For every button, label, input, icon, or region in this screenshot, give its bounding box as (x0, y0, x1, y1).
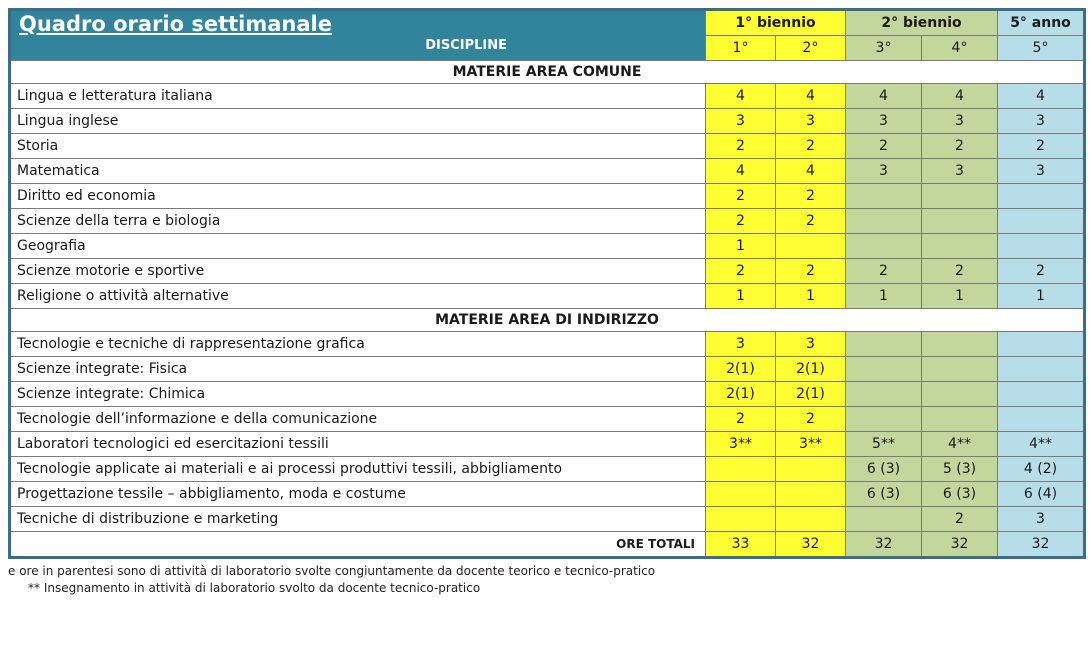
hours-cell (922, 234, 998, 259)
hours-cell (846, 407, 922, 432)
hours-cell (922, 184, 998, 209)
section-title: MATERIE AREA DI INDIRIZZO (10, 309, 1085, 332)
subject-cell: Scienze integrate: Chimica (10, 382, 706, 407)
total-hours-cell: 32 (776, 532, 846, 558)
hours-cell: 3 (998, 109, 1085, 134)
hours-cell: 4 (998, 84, 1085, 109)
year-header-3: 3° (846, 36, 922, 61)
hours-cell: 2 (998, 259, 1085, 284)
subject-cell: Tecnologie e tecniche di rappresentazione grafica (10, 332, 706, 357)
hours-cell: 4 (706, 84, 776, 109)
hours-cell (776, 482, 846, 507)
hours-cell: 5 (3) (922, 457, 998, 482)
hours-cell: 3 (922, 109, 998, 134)
hours-cell: 2 (776, 184, 846, 209)
hours-cell: 1 (706, 234, 776, 259)
subject-cell: Lingua inglese (10, 109, 706, 134)
hours-cell: 3** (776, 432, 846, 457)
subject-cell: Scienze integrate: Fisica (10, 357, 706, 382)
table-row (10, 357, 1085, 382)
hours-cell: 2 (706, 184, 776, 209)
total-hours-cell: 32 (846, 532, 922, 558)
hours-cell (776, 457, 846, 482)
hours-cell: 3 (706, 332, 776, 357)
hours-cell (922, 357, 998, 382)
subject-cell: Religione o attività alternative (10, 284, 706, 309)
table-row (10, 332, 1085, 357)
year-header-2: 2° (776, 36, 846, 61)
subject-cell: Diritto ed economia (10, 184, 706, 209)
hours-cell (998, 407, 1085, 432)
hours-cell (922, 382, 998, 407)
hours-cell: 2 (776, 259, 846, 284)
hours-cell (776, 234, 846, 259)
hours-cell: 2 (706, 407, 776, 432)
table-row (10, 507, 1085, 532)
table-row (10, 432, 1085, 457)
total-hours-cell: 33 (706, 532, 776, 558)
section-row (10, 61, 1085, 84)
hours-cell: 4 (706, 159, 776, 184)
table-row (10, 109, 1085, 134)
hours-cell: 2 (776, 134, 846, 159)
hours-cell: 2 (922, 259, 998, 284)
subject-cell: Matematica (10, 159, 706, 184)
subject-cell: Lingua e letteratura italiana (10, 84, 706, 109)
hours-cell: 4** (998, 432, 1085, 457)
year-header-4: 4° (922, 36, 998, 61)
hours-cell: 3 (922, 159, 998, 184)
hours-cell: 2 (706, 134, 776, 159)
hours-cell: 6 (3) (846, 482, 922, 507)
hours-cell: 2 (846, 259, 922, 284)
table-row (10, 184, 1085, 209)
hours-cell (846, 357, 922, 382)
table-row (10, 284, 1085, 309)
hours-cell (776, 507, 846, 532)
table-row (10, 234, 1085, 259)
note-technical-teacher: ** Insegnamento in attività di laboratorio svolto da docente tecnico-pratico (28, 581, 481, 595)
title-cell (10, 10, 706, 61)
subject-cell: Tecniche di distribuzione e marketing (10, 507, 706, 532)
hours-cell (998, 184, 1085, 209)
hours-cell: 1 (776, 284, 846, 309)
subject-cell: Laboratori tecnologici ed esercitazioni tessili (10, 432, 706, 457)
hours-cell (998, 332, 1085, 357)
schedule-container (8, 8, 1083, 597)
hours-cell (706, 457, 776, 482)
totals-row (10, 532, 1085, 558)
hours-cell: 2 (998, 134, 1085, 159)
hours-cell: 1 (998, 284, 1085, 309)
note-lab-hours: e ore in parentesi sono di attività di laboratorio svolte congiuntamente da docente teorico e tecnico-pratico (8, 564, 656, 578)
group-header-fifth-year: 5° anno (998, 10, 1085, 36)
hours-cell: 2 (706, 209, 776, 234)
hours-cell: 2(1) (776, 382, 846, 407)
hours-cell (706, 507, 776, 532)
table-row (10, 159, 1085, 184)
table-row (10, 382, 1085, 407)
hours-cell: 4 (776, 84, 846, 109)
hours-cell (998, 209, 1085, 234)
hours-cell: 6 (3) (922, 482, 998, 507)
hours-cell (846, 209, 922, 234)
hours-cell: 3 (998, 159, 1085, 184)
totals-label: ORE TOTALI (10, 532, 706, 558)
section-row (10, 309, 1085, 332)
hours-cell: 2 (846, 134, 922, 159)
hours-cell (846, 382, 922, 407)
hours-cell (998, 357, 1085, 382)
hours-cell: 4** (922, 432, 998, 457)
hours-cell: 4 (776, 159, 846, 184)
table-row (10, 259, 1085, 284)
hours-cell: 4 (922, 84, 998, 109)
hours-cell (846, 184, 922, 209)
hours-cell: 2(1) (776, 357, 846, 382)
schedule-table (8, 8, 1086, 559)
hours-cell (922, 209, 998, 234)
hours-cell: 5** (846, 432, 922, 457)
subject-cell: Tecnologie applicate ai materiali e ai processi produttivi tessili, abbigliamento (10, 457, 706, 482)
hours-cell: 3 (776, 109, 846, 134)
hours-cell: 2 (706, 259, 776, 284)
hours-cell (706, 482, 776, 507)
section-title: MATERIE AREA COMUNE (10, 61, 1085, 84)
hours-cell: 1 (922, 284, 998, 309)
hours-cell: 3 (846, 159, 922, 184)
hours-cell: 2 (776, 407, 846, 432)
total-hours-cell: 32 (922, 532, 998, 558)
hours-cell: 2 (776, 209, 846, 234)
hours-cell: 3 (706, 109, 776, 134)
hours-cell: 2 (922, 134, 998, 159)
hours-cell: 3** (706, 432, 776, 457)
subject-cell: Tecnologie dell’informazione e della comunicazione (10, 407, 706, 432)
subject-cell: Geografia (10, 234, 706, 259)
hours-cell: 2 (922, 507, 998, 532)
hours-cell (846, 234, 922, 259)
hours-cell: 3 (846, 109, 922, 134)
table-row (10, 134, 1085, 159)
table-row (10, 482, 1085, 507)
hours-cell: 3 (776, 332, 846, 357)
group-header-second-biennium: 2° biennio (846, 10, 998, 36)
hours-cell: 1 (706, 284, 776, 309)
subject-cell: Storia (10, 134, 706, 159)
subject-cell: Scienze della terra e biologia (10, 209, 706, 234)
hours-cell: 6 (4) (998, 482, 1085, 507)
year-header-5: 5° (998, 36, 1085, 61)
hours-cell: 4 (2) (998, 457, 1085, 482)
total-hours-cell: 32 (998, 532, 1085, 558)
hours-cell: 2(1) (706, 357, 776, 382)
group-header-first-biennium: 1° biennio (706, 10, 846, 36)
hours-cell: 4 (846, 84, 922, 109)
page-title: Quadro orario settimanale (19, 12, 332, 36)
hours-cell (998, 382, 1085, 407)
hours-cell (922, 407, 998, 432)
year-header-1: 1° (706, 36, 776, 61)
subject-cell: Progettazione tessile – abbigliamento, moda e costume (10, 482, 706, 507)
hours-cell (846, 332, 922, 357)
hours-cell (998, 234, 1085, 259)
hours-cell: 3 (998, 507, 1085, 532)
hours-cell: 1 (846, 284, 922, 309)
table-row (10, 457, 1085, 482)
hours-cell (922, 332, 998, 357)
table-row (10, 84, 1085, 109)
hours-cell (846, 507, 922, 532)
hours-cell: 2(1) (706, 382, 776, 407)
table-row (10, 209, 1085, 234)
subject-cell: Scienze motorie e sportive (10, 259, 706, 284)
table-row (10, 407, 1085, 432)
hours-cell: 6 (3) (846, 457, 922, 482)
disciplines-label: DISCIPLINE (425, 38, 507, 53)
